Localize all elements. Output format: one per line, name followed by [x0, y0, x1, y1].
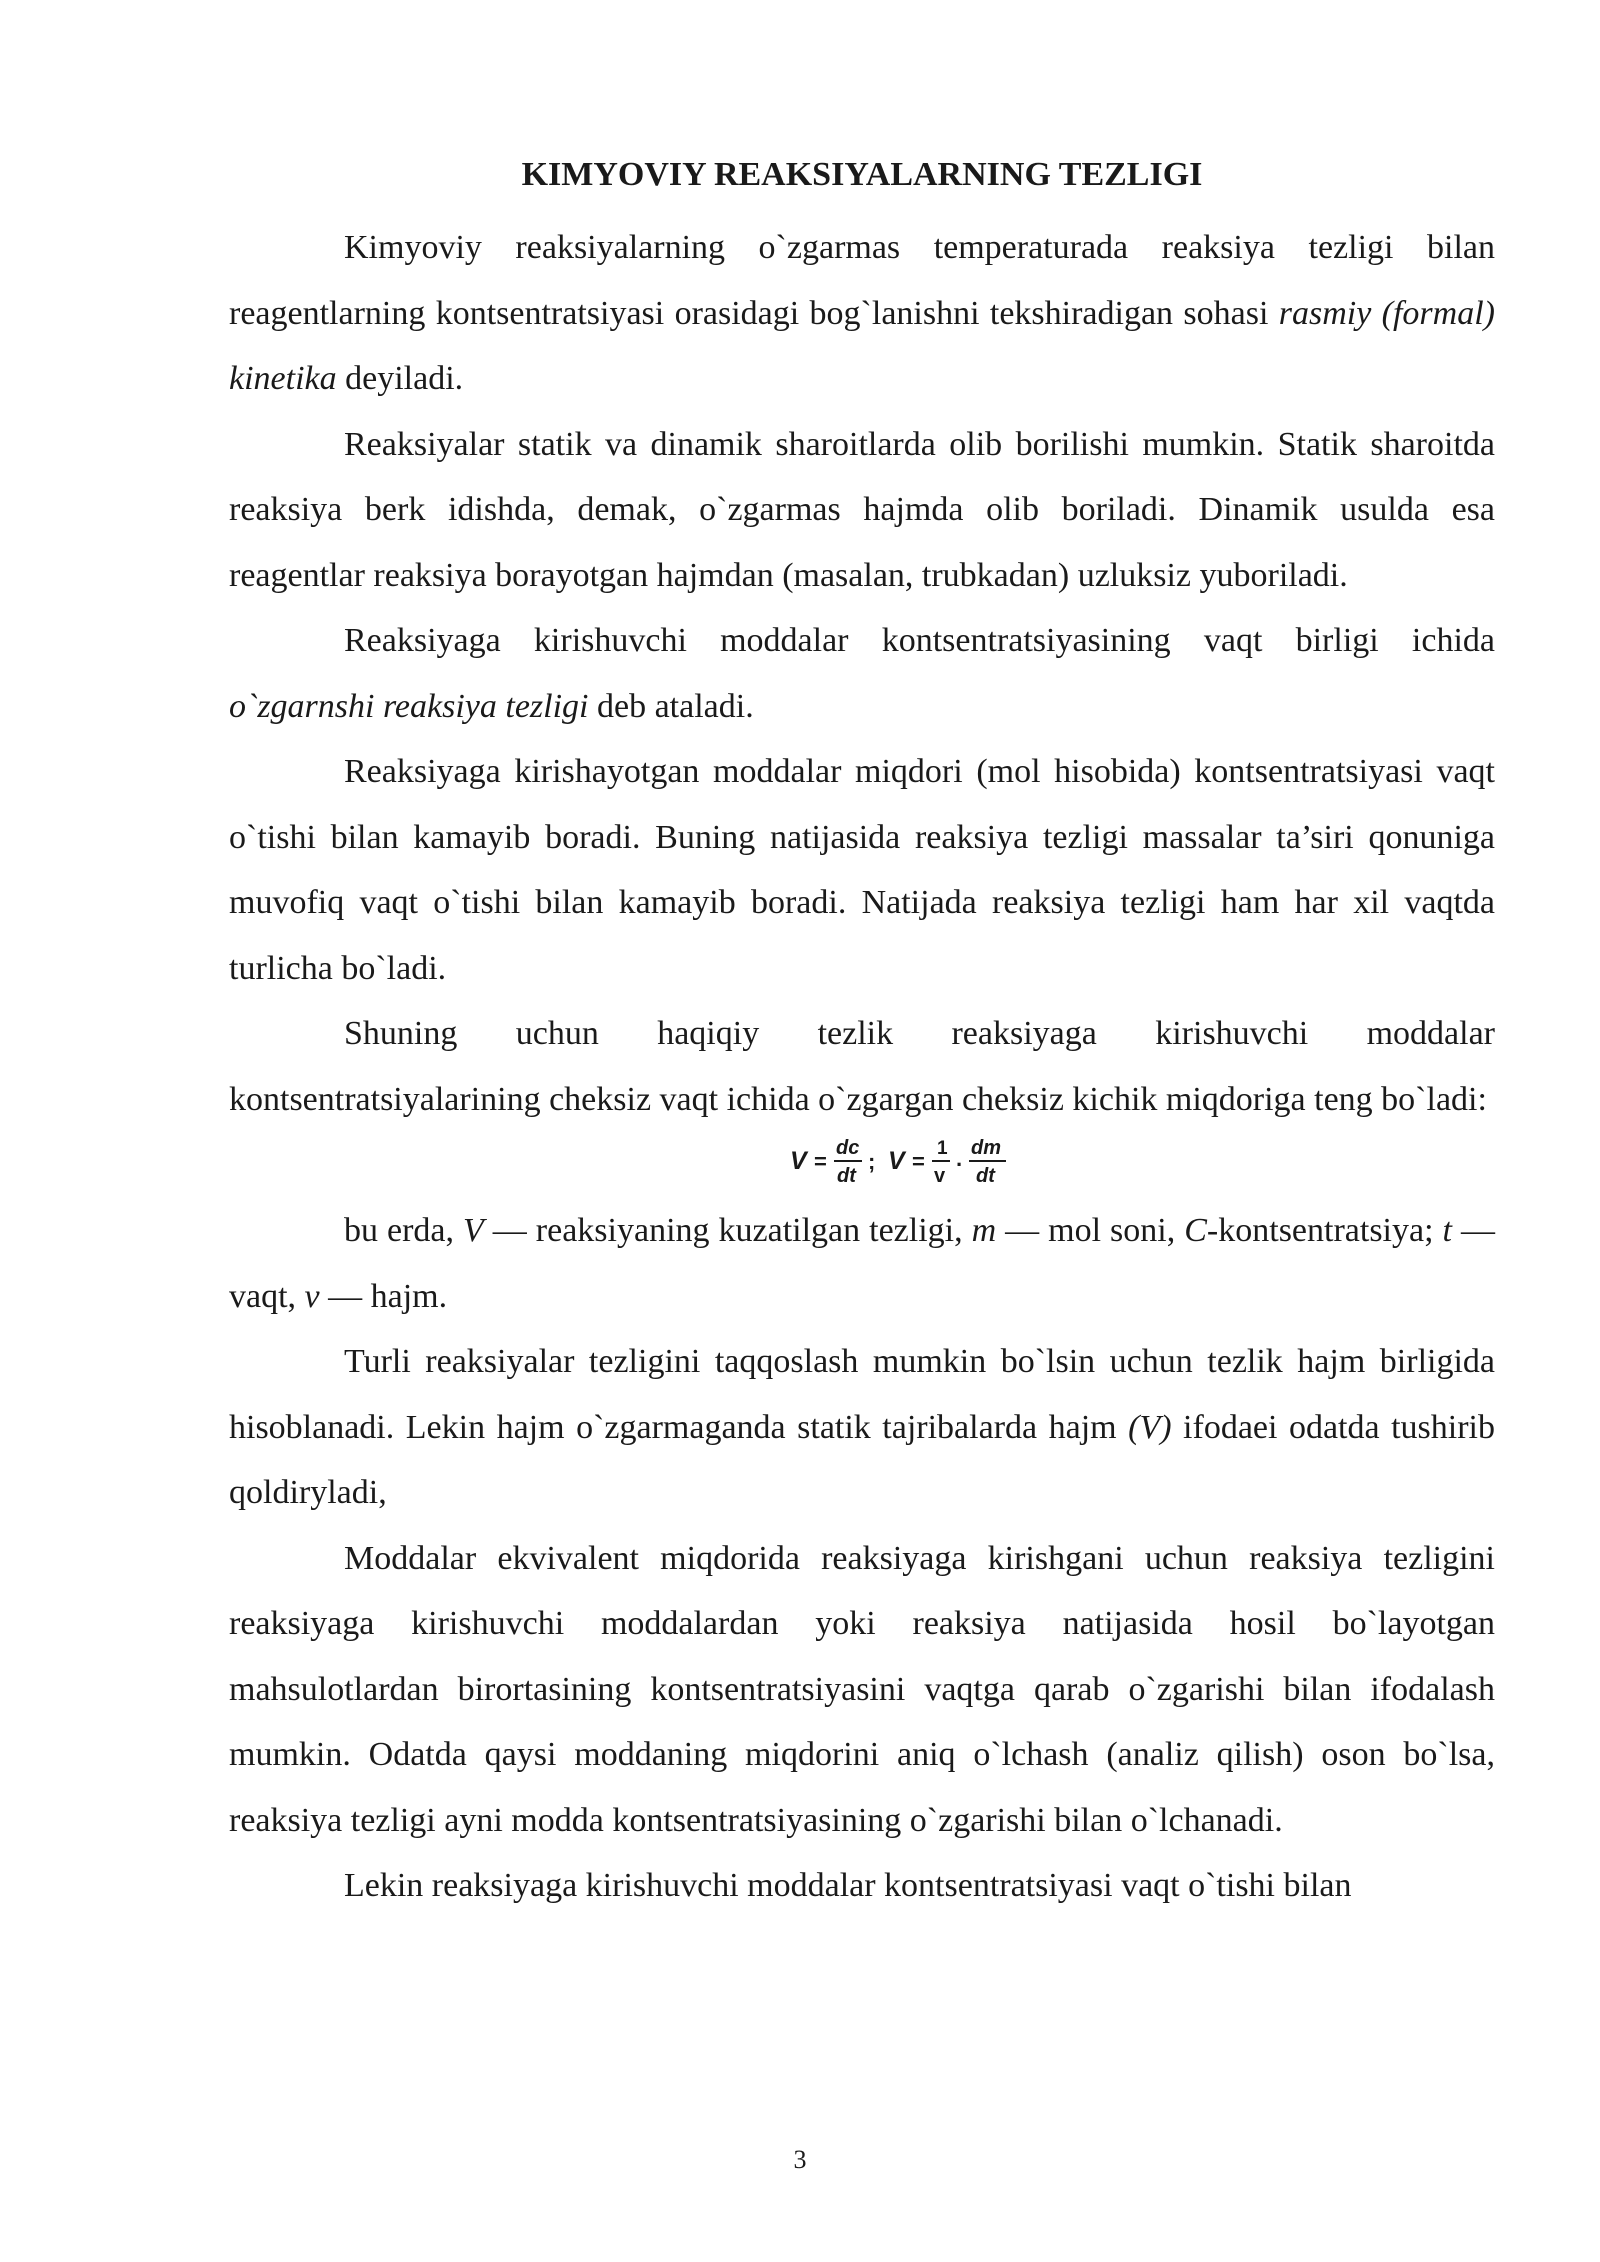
text: — reaksiyaning kuzatilgan tezligi, — [483, 1212, 972, 1249]
paragraph-static-dynamic: Reaksiyalar statik va dinamik sharoitlarda olib borilishi mumkin. Statik sharoitda reaksiya berk idishda, demak, o`zgarmas hajmda olib boriladi. Dinamik usulda esa reagentlar reaksiya borayotgan hajmdan (masalan, trubkadan) uzluksiz yuboriladi. — [229, 425, 1495, 594]
text: Turli reaksiyalar tezligini taqqoslash mumkin bo`lsin uchun tezlik hajm birligida hisoblanadi. Lekin hajm o`zgarmaganda statik tajribalarda hajm — [229, 1343, 1495, 1446]
formula-eq1: = — [814, 1149, 827, 1174]
formula-v1: V — [790, 1147, 807, 1175]
text: -kontsentratsiya; — [1206, 1212, 1443, 1249]
paragraph-formal-kinetics — [229, 215, 1495, 412]
paragraph-concentration-decrease: Reaksiyaga kirishayotgan moddalar miqdori (mol hisobida) kontsentratsiyasi vaqt o`tishi bilan kamayib boradi. Buning natijasida reaksiya tezligi massalar ta’siri qonuniga muvofiq vaqt o`tishi bilan kamayib boradi. Natijada reaksiya tezligi ham har xil vaqtda turlicha bo`ladi. — [229, 753, 1495, 987]
paragraph-equivalent-amounts: Moddalar ekvivalent miqdorida reaksiyaga kirishgani uchun reaksiya tezligini reaksiyaga kirishuvchi moddalardan yoki reaksiya natijasida hosil bo`layotgan mahsulotlardan birortasining kontsentratsiyasini vaqtga qarab o`zgarishi bilan ifodalash mumkin. Odatda qaysi moddaning miqdorini aniq o`lchash (analiz qilish) oson bo`lsa, reaksiya tezligi ayni modda kontsentratsiyasining o`zgarishi bilan o`lchanadi. — [229, 1539, 1495, 1839]
text: ifodaei odatda tushirib qoldiryladi, — [229, 1408, 1496, 1511]
rate-formula — [229, 1126, 1495, 1192]
formula-v2: V — [888, 1147, 905, 1175]
formula-num2: 1 — [937, 1138, 948, 1159]
symbol-t: t — [1442, 1212, 1452, 1249]
text: Reaksiyaga kirishuvchi moddalar kontsentratsiyasining vaqt birligi ichida — [344, 622, 1495, 659]
symbol-c: C — [1184, 1212, 1207, 1249]
text: Kimyoviy reaksiyalarning o`zgarmas temperaturada reaksiya tezligi bilan reagentlarning kontsentratsiyasi orasidagi bog`lanishni tekshiradigan sohasi — [229, 229, 1495, 332]
formula-graphic — [784, 1132, 1044, 1194]
paragraph-symbol-legend — [229, 1198, 1495, 1329]
formula-separator: ; — [868, 1149, 876, 1174]
paragraph-true-rate: Shuning uchun haqiqiy tezlik reaksiyaga kirishuvchi moddalar kontsentratsiyalarining cheksiz vaqt ichida o`zgargan cheksiz kichik miqdoriga teng bo`ladi: — [229, 1015, 1495, 1118]
paragraph-continuation: Lekin reaksiyaga kirishuvchi moddalar kontsentratsiyasi vaqt o`tishi bilan — [344, 1867, 1352, 1904]
formula-den2: v — [934, 1165, 946, 1187]
paragraph-compare-rates — [229, 1329, 1495, 1526]
formula-den3: dt — [976, 1165, 995, 1187]
text: — hajm. — [319, 1277, 448, 1315]
text: bu erda, — [344, 1212, 464, 1249]
page-number: 3 — [793, 2145, 807, 2174]
paragraph-rate-definition — [229, 608, 1495, 739]
text: — mol soni, — [996, 1212, 1185, 1249]
symbol-volume: (V) — [1128, 1408, 1172, 1446]
text: deb ataladi. — [588, 687, 754, 725]
formula-eq2: = — [912, 1149, 925, 1174]
document-title: KIMYOVIY REAKSIYALARNING TEZLIGI — [521, 156, 1203, 193]
emphasis-term: o`zgarnshi reaksiya tezligi — [229, 687, 589, 725]
text: — vaqt, — [229, 1212, 1495, 1315]
emphasis-term: rasmiy (formal) kinetika — [229, 294, 1495, 397]
document-page — [229, 150, 1495, 1919]
symbol-volume: v — [304, 1277, 320, 1315]
formula-den1: dt — [837, 1165, 856, 1187]
formula-num1: dc — [836, 1137, 860, 1159]
formula-num3: dm — [971, 1137, 1001, 1159]
symbol-m: m — [971, 1212, 997, 1249]
text: deyiladi. — [336, 360, 464, 397]
formula-dot: · — [956, 1152, 964, 1177]
symbol-v: V — [463, 1212, 484, 1249]
